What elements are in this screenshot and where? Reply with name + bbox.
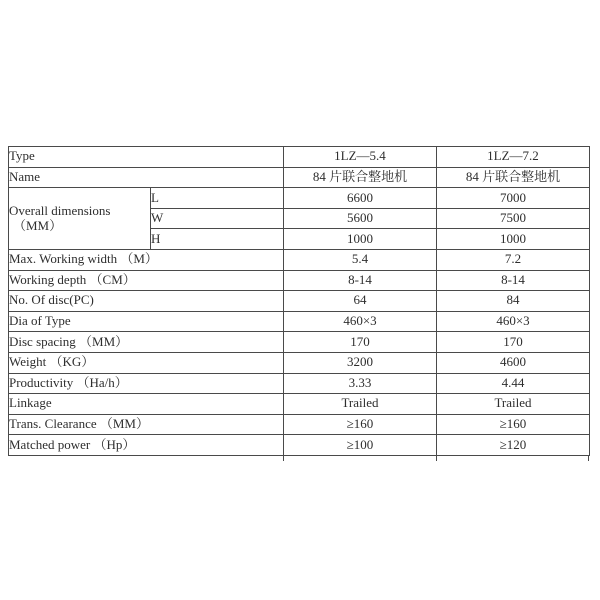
cell-disc-count-model2: 84 bbox=[437, 291, 590, 312]
table-row-name bbox=[9, 167, 590, 188]
row-label-working-depth: Working depth （CM） bbox=[9, 270, 284, 291]
cell-width-model2: 7500 bbox=[437, 208, 590, 229]
border-stub-middle bbox=[436, 455, 437, 461]
cell-width-model1: 5600 bbox=[284, 208, 437, 229]
cell-type-model2: 1LZ—7.2 bbox=[437, 147, 590, 168]
cell-length-model1: 6600 bbox=[284, 188, 437, 209]
cell-weight-model1: 3200 bbox=[284, 352, 437, 373]
border-stub-left bbox=[283, 455, 284, 461]
row-label-weight: Weight （KG） bbox=[9, 352, 284, 373]
sub-label-width: W bbox=[151, 208, 284, 229]
cell-linkage-model1: Trailed bbox=[284, 394, 437, 415]
cell-matched-power-model1: ≥100 bbox=[284, 435, 437, 456]
table-row-productivity bbox=[9, 373, 590, 394]
table-row-working-depth bbox=[9, 270, 590, 291]
row-label-productivity: Productivity （Ha/h） bbox=[9, 373, 284, 394]
cell-working-width-model2: 7.2 bbox=[437, 249, 590, 270]
cell-disc-spacing-model2: 170 bbox=[437, 332, 590, 353]
cell-clearance-model1: ≥160 bbox=[284, 414, 437, 435]
cell-dia-model1: 460×3 bbox=[284, 311, 437, 332]
table-row-disc-spacing bbox=[9, 332, 590, 353]
overall-dimensions-line2: （MM） bbox=[13, 217, 63, 233]
table-row-linkage bbox=[9, 394, 590, 415]
cell-height-model1: 1000 bbox=[284, 229, 437, 250]
cell-type-model1: 1LZ—5.4 bbox=[284, 147, 437, 168]
cell-linkage-model2: Trailed bbox=[437, 394, 590, 415]
row-label-type: Type bbox=[9, 147, 284, 168]
cell-productivity-model2: 4.44 bbox=[437, 373, 590, 394]
spec-table bbox=[8, 146, 590, 456]
cell-disc-count-model1: 64 bbox=[284, 291, 437, 312]
row-label-overall-dimensions bbox=[9, 188, 151, 250]
cell-productivity-model1: 3.33 bbox=[284, 373, 437, 394]
cell-dia-model2: 460×3 bbox=[437, 311, 590, 332]
sub-label-height: H bbox=[151, 229, 284, 250]
table-row-dims-l bbox=[9, 188, 590, 209]
table-row-dia bbox=[9, 311, 590, 332]
row-label-clearance: Trans. Clearance （MM） bbox=[9, 414, 284, 435]
row-label-disc-count: No. Of disc(PC) bbox=[9, 291, 284, 312]
table-row-type bbox=[9, 147, 590, 168]
cell-length-model2: 7000 bbox=[437, 188, 590, 209]
cell-height-model2: 1000 bbox=[437, 229, 590, 250]
row-label-linkage: Linkage bbox=[9, 394, 284, 415]
cell-weight-model2: 4600 bbox=[437, 352, 590, 373]
table-row-clearance bbox=[9, 414, 590, 435]
cell-working-depth-model2: 8-14 bbox=[437, 270, 590, 291]
row-label-disc-spacing: Disc spacing （MM） bbox=[9, 332, 284, 353]
cell-working-depth-model1: 8-14 bbox=[284, 270, 437, 291]
overall-dimensions-line1: Overall dimensions bbox=[9, 202, 111, 218]
cell-disc-spacing-model1: 170 bbox=[284, 332, 437, 353]
cell-name-model1: 84 片联合整地机 bbox=[284, 167, 437, 188]
row-label-matched-power: Matched power （Hp） bbox=[9, 435, 284, 456]
border-stub-right bbox=[588, 455, 589, 461]
table-row-weight bbox=[9, 352, 590, 373]
cell-matched-power-model2: ≥120 bbox=[437, 435, 590, 456]
sub-label-length: L bbox=[151, 188, 284, 209]
table-row-disc-count bbox=[9, 291, 590, 312]
cell-name-model2: 84 片联合整地机 bbox=[437, 167, 590, 188]
row-label-dia: Dia of Type bbox=[9, 311, 284, 332]
table-row-matched-power bbox=[9, 435, 590, 456]
row-label-working-width: Max. Working width （M） bbox=[9, 249, 284, 270]
table-row-working-width bbox=[9, 249, 590, 270]
cell-clearance-model2: ≥160 bbox=[437, 414, 590, 435]
cell-working-width-model1: 5.4 bbox=[284, 249, 437, 270]
row-label-name: Name bbox=[9, 167, 284, 188]
